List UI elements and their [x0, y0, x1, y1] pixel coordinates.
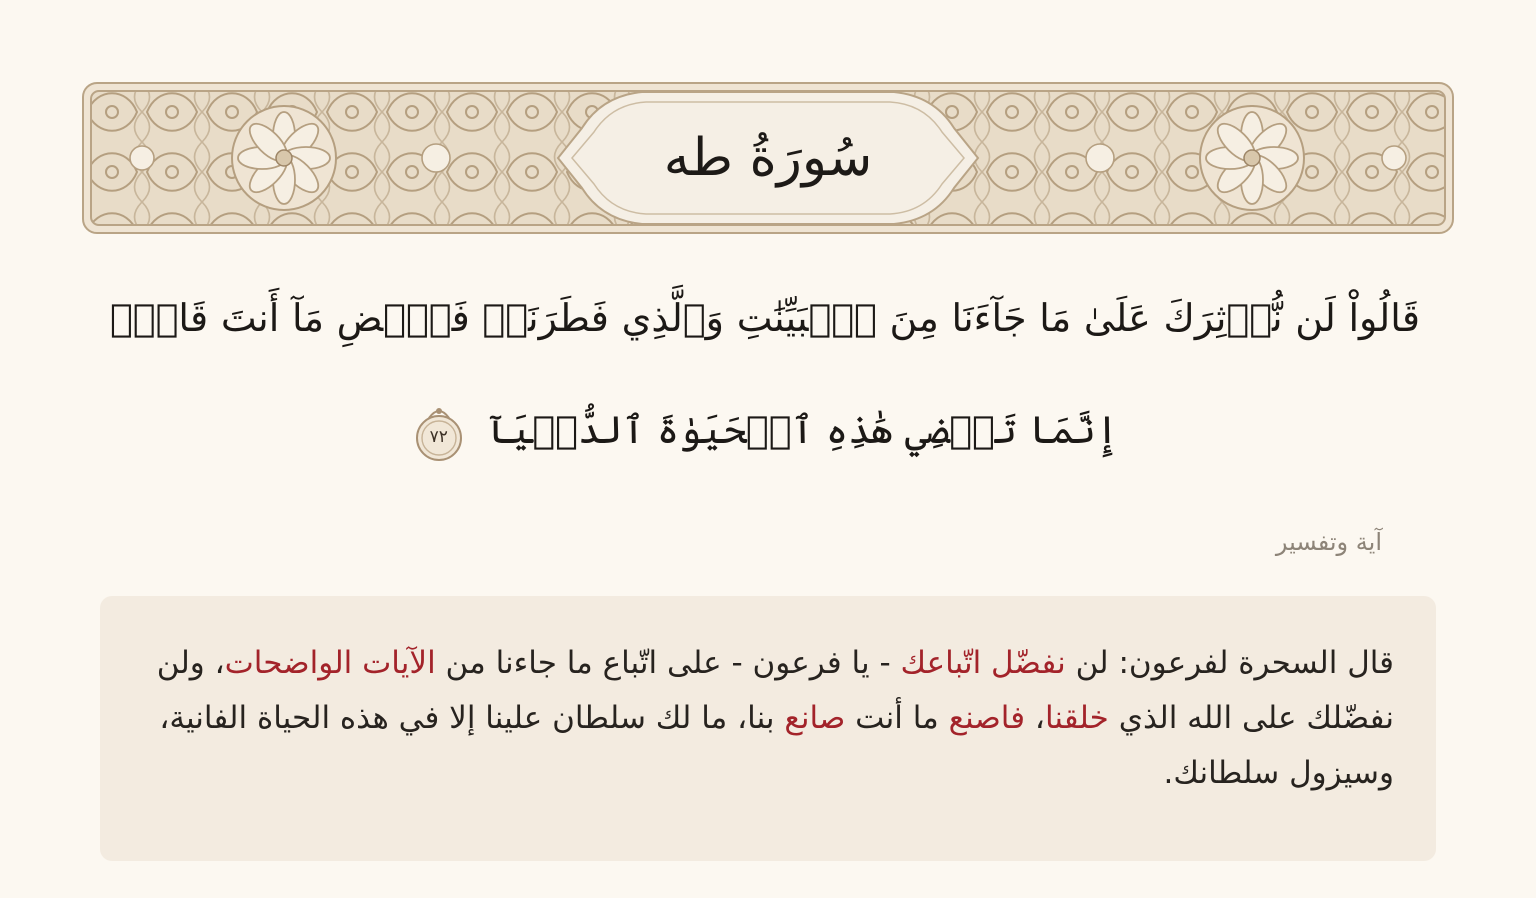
ayah-number: ٧٢ — [429, 426, 448, 447]
tafsir-text-segment: ما أنت — [845, 700, 949, 736]
tafsir-highlighted-phrase: فاصنع — [948, 700, 1026, 736]
tafsir-highlighted-phrase: خلقنا — [1044, 700, 1109, 736]
tafsir-text-segment: قال السحرة لفرعون: لن — [1065, 645, 1394, 681]
tafsir-text-segment: بنا، ما لك سلطان علينا إلا في هذه الحياة الفانية، وسيزول سلطانك. — [159, 700, 1394, 791]
ayah-line-2 — [110, 374, 1420, 486]
tafsir-highlighted-phrase: نفضّل اتّباعك — [900, 645, 1066, 681]
ayah-line-2-text: إِنَّمَا تَقۡضِي هَٰذِهِ ٱلۡحَيَوٰةَ ٱلدُّنۡيَآ — [487, 408, 1119, 452]
surah-header-banner — [82, 82, 1454, 234]
surah-title: سُورَةُ طه — [663, 128, 873, 188]
tafsir-card — [100, 596, 1436, 861]
tafsir-section-label: آية وتفسير — [1275, 528, 1382, 556]
ayah-text — [110, 262, 1420, 486]
tafsir-text-segment: ، — [1025, 700, 1045, 736]
tafsir-text-segment: ، ولن نفضّلك على الله الذي — [156, 645, 1394, 736]
ayah-number-marker — [412, 404, 466, 464]
tafsir-text — [142, 636, 1394, 801]
tafsir-highlighted-phrase: الآيات الواضحات — [224, 645, 436, 681]
tafsir-text-segment: - يا فرعون - على اتّباع ما جاءنا من — [435, 645, 901, 681]
tafsir-highlighted-phrase: صانع — [784, 700, 846, 736]
ayah-line-1: قَالُواْ لَن نُّؤۡثِرَكَ عَلَىٰ مَا جَآءَنَا مِنَ ٱلۡبَيِّنَٰتِ وَٱلَّذِي فَطَرَنَاۖ فَٱقۡضِ مَآ أَنتَ قَاضٍۖ — [110, 296, 1420, 340]
